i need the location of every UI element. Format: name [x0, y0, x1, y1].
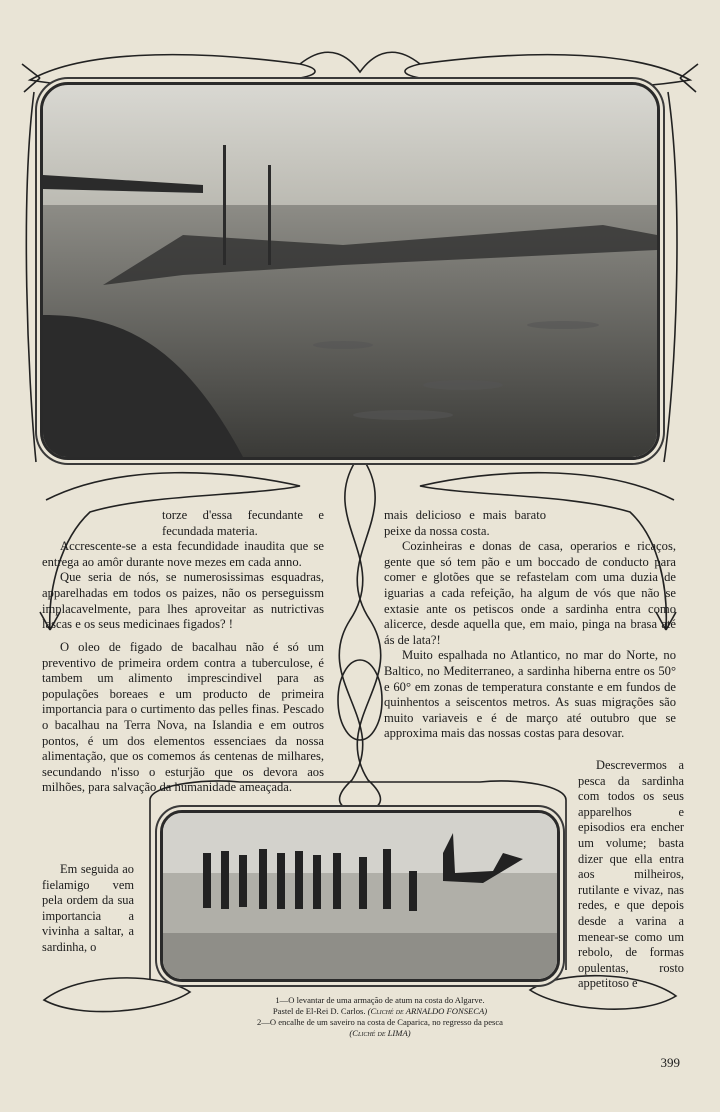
- article-column-right: [384, 508, 676, 742]
- caption-line-2-main: Pastel de El-Rei D. Carlos.: [272, 1006, 366, 1016]
- tuna-fishing-illustration: [43, 85, 657, 457]
- article-column-left-lower: [42, 862, 134, 956]
- boat-beaching-photo: [163, 813, 557, 979]
- photo-boat-beaching: [160, 810, 560, 982]
- page-number: 399: [660, 1055, 680, 1070]
- paragraph: mais delicioso e mais barato peixe da nossa costa.: [384, 508, 546, 538]
- photo-captions: [150, 995, 610, 1039]
- article-column-left: [42, 508, 324, 633]
- photo-tuna-fishing: [40, 82, 660, 460]
- caption-credit-1: (Cliché de ARNALDO FONSECA): [367, 1006, 488, 1016]
- caption-line-3: 2—O encalhe de um saveiro na costa de Caparica, no regresso da pesca: [256, 1017, 503, 1027]
- paragraph: Em seguida ao fielamigo vem pela ordem da sua importancia a vivinha a saltar, a sardinha, o: [42, 862, 134, 954]
- paragraph: Descrevermos a pesca da sardinha com todos os seus apparelhos e episodios era encher um volume; basta dizer que ella entra aos milheiros, rutilante e vivaz, nas redes, e que depois desde a varina a menear-se como um rebolo, de formas opulentas, rosto appetitoso e: [578, 758, 684, 991]
- paragraph: torze d'essa fecundante e fecundada materia.: [162, 508, 324, 538]
- caption-credit-2: (Cliché de LIMA): [349, 1028, 411, 1038]
- caption-line-2: [150, 1006, 610, 1017]
- article-column-right-lower: [578, 758, 684, 992]
- article-column-left-middle: [42, 640, 324, 796]
- paragraph: Muito espalhada no Atlantico, no mar do Norte, no Baltico, no Mediterraneo, a sardinha hiberna entre os 50° e 60° em zonas de temperatura constante e em fundos de quinhentos a seiscentos metros. As suas migrações são muito variaveis e é de março até outubro que se approxima mais das nossas costas para desovar.: [384, 648, 676, 741]
- paragraph: Cozinheiras e donas de casa, operarios e ricaços, gente que só tem pão e um boccado de conducto para comer e glotões que se refastelam com uma duzia de iguarias a cada refeição, ha algum de vós que não se extasie ante os petiscos onde a sardinha entra como alicerce, desde aquella que, em maio, pinga na brasa até ás de lata?!: [384, 539, 676, 647]
- paragraph: Que seria de nós, se numerosissimas esquadras, apparelhadas em todos os paizes, não os perseguissm implacavelmente, para lhes aproveitar as nutrictivas lascas e os seus medicinaes figados? !: [42, 570, 324, 632]
- caption-line-1: 1—O levantar de uma armação de atum na costa do Algarve.: [275, 995, 485, 1005]
- paragraph: Accrescente-se a esta fecundidade inaudita que se entrega ao amôr durante nove mezes em cada anno.: [42, 539, 324, 569]
- paragraph: O oleo de figado de bacalhau não é só um preventivo de primeira ordem contra a tuberculose, é tambem um alimento imprescindivel para as populações boreaes e um producto de primeira importancia para o curtimento das pelles finas. Pescado o bacalhau na Terra Nova, na Islandia e em outros pontos, é um dos elementos essenciaes da nossa alimentação, que os comemos ás centenas de milhares, secundando n'isso o esturjão que os devora aos milhões, para salvação da humanidade ameaçada.: [42, 640, 324, 795]
